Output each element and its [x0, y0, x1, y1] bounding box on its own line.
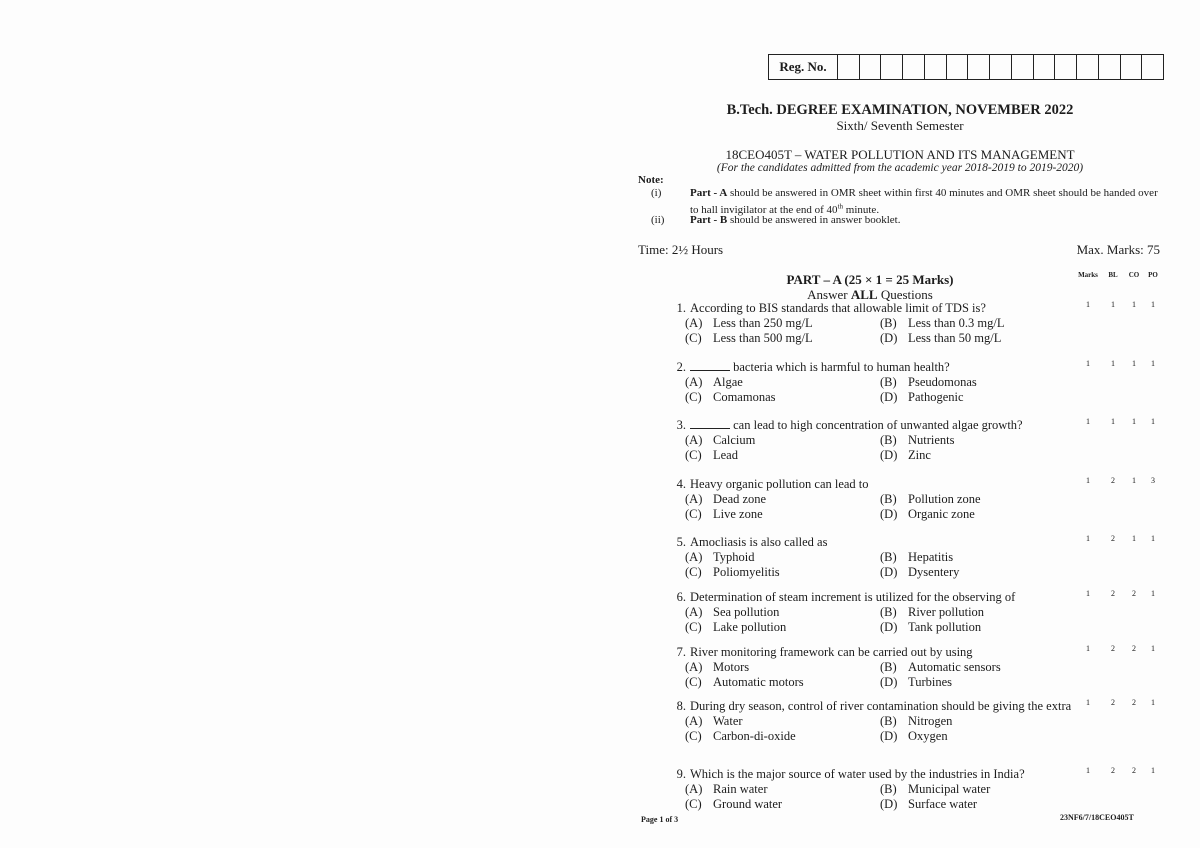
note-item — [690, 214, 1160, 227]
option-a — [685, 605, 779, 620]
bl-value: 2 — [1111, 698, 1115, 707]
option-label: (C) — [685, 506, 702, 521]
reg-number-box — [768, 54, 1164, 80]
option-group — [685, 660, 1088, 689]
note-heading: Note: — [638, 174, 664, 186]
option-text: River pollution — [908, 604, 985, 619]
option-label: (C) — [685, 796, 702, 811]
option-a — [685, 375, 743, 390]
column-header-marks: Marks — [1078, 271, 1098, 279]
option-text: Organic zone — [908, 506, 975, 521]
option-group — [685, 714, 1088, 743]
option-d — [880, 729, 948, 744]
option-d — [880, 448, 931, 463]
question-stem — [668, 418, 1088, 433]
option-c — [685, 797, 782, 812]
question-number: 5. — [676, 535, 686, 549]
bl-value: 2 — [1111, 476, 1115, 485]
option-label: (D) — [880, 389, 898, 404]
option-label: (C) — [685, 728, 702, 743]
question-stem — [668, 645, 1088, 660]
co-value: 2 — [1132, 589, 1136, 598]
option-group — [685, 550, 1088, 579]
option-a — [685, 550, 755, 565]
po-value: 1 — [1151, 359, 1155, 368]
question — [668, 535, 1088, 579]
option-group — [685, 782, 1088, 811]
question — [668, 360, 1088, 404]
option-label: (C) — [685, 564, 702, 579]
part-title: PART – A (25 × 1 = 25 Marks) — [786, 272, 954, 287]
option-text: Lead — [713, 447, 738, 462]
option-text: Automatic motors — [713, 674, 804, 689]
option-a — [685, 714, 743, 729]
reg-number-cell — [1077, 55, 1099, 79]
option-a — [685, 660, 749, 675]
option-label: (A) — [685, 315, 703, 330]
po-value: 3 — [1151, 476, 1155, 485]
option-text: Less than 250 mg/L — [713, 315, 813, 330]
option-group — [685, 316, 1088, 345]
option-a — [685, 492, 766, 507]
option-text: Comamonas — [713, 389, 776, 404]
option-label: (D) — [880, 619, 898, 634]
reg-number-cell — [881, 55, 903, 79]
option-b — [880, 316, 1005, 331]
question-text: bacteria which is harmful to human health? — [690, 360, 1088, 375]
reg-number-cell — [860, 55, 882, 79]
option-text: Poliomyelitis — [713, 564, 780, 579]
question — [668, 767, 1088, 811]
option-text: Less than 0.3 mg/L — [908, 315, 1005, 330]
question-text: Determination of steam increment is utilized for the observing of — [690, 590, 1016, 604]
option-text: Oxygen — [908, 728, 948, 743]
reg-number-cell — [838, 55, 860, 79]
po-value: 1 — [1151, 589, 1155, 598]
option-label: (A) — [685, 604, 703, 619]
option-label: (B) — [880, 713, 897, 728]
question-number: 9. — [676, 767, 686, 781]
marks-value: 1 — [1086, 359, 1090, 368]
marks-value: 1 — [1086, 534, 1090, 543]
marks-value: 1 — [1086, 589, 1090, 598]
marks-value: 1 — [1086, 417, 1090, 426]
option-text: Less than 50 mg/L — [908, 330, 1002, 345]
option-d — [880, 565, 959, 580]
question — [668, 418, 1088, 462]
option-label: (A) — [685, 432, 703, 447]
bl-value: 2 — [1111, 644, 1115, 653]
course-title: 18CEO405T – WATER POLLUTION AND ITS MANAGEMENT — [725, 147, 1075, 162]
option-label: (C) — [685, 447, 702, 462]
reg-number-cell — [990, 55, 1012, 79]
option-c — [685, 620, 786, 635]
option-text: Tank pollution — [908, 619, 982, 634]
option-label: (D) — [880, 796, 898, 811]
bl-value: 2 — [1111, 766, 1115, 775]
option-text: Dysentery — [908, 564, 960, 579]
marks-value: 1 — [1086, 766, 1090, 775]
question-text: Heavy organic pollution can lead to — [690, 477, 869, 491]
option-label: (A) — [685, 781, 703, 796]
option-a — [685, 782, 768, 797]
instruction-text: Questions — [877, 287, 933, 302]
po-value: 1 — [1151, 644, 1155, 653]
option-label: (C) — [685, 674, 702, 689]
question-stem — [668, 360, 1088, 375]
option-label: (B) — [880, 374, 897, 389]
page-number: Page 1 of 3 — [641, 815, 679, 824]
option-text: Zinc — [908, 447, 931, 462]
po-value: 1 — [1151, 300, 1155, 309]
question-stem — [668, 535, 1088, 550]
question-stem — [668, 301, 1088, 316]
reg-number-cell — [968, 55, 990, 79]
question-text: Amocliasis is also called as — [690, 535, 828, 549]
option-label: (C) — [685, 330, 702, 345]
paper-code: 23NF6/7/18CEO405T — [1060, 813, 1134, 822]
option-group — [685, 492, 1088, 521]
option-label: (A) — [685, 549, 703, 564]
note-number: (ii) — [651, 214, 665, 226]
option-label: (C) — [685, 389, 702, 404]
instruction-bold: ALL — [850, 287, 878, 302]
question-number: 8. — [676, 699, 686, 713]
reg-number-cell — [1142, 55, 1163, 79]
marks-value: 1 — [1086, 300, 1090, 309]
question — [668, 699, 1088, 743]
co-value: 2 — [1132, 698, 1136, 707]
co-value: 1 — [1132, 476, 1136, 485]
question-stem — [668, 767, 1088, 782]
option-text: Surface water — [908, 796, 978, 811]
option-d — [880, 390, 964, 405]
option-c — [685, 507, 763, 522]
option-b — [880, 550, 953, 565]
option-label: (A) — [685, 659, 703, 674]
option-label: (B) — [880, 549, 897, 564]
option-b — [880, 375, 977, 390]
question-number: 3. — [676, 418, 686, 432]
po-value: 1 — [1151, 534, 1155, 543]
option-label: (B) — [880, 315, 897, 330]
option-label: (D) — [880, 506, 898, 521]
column-header-co: CO — [1128, 271, 1140, 279]
question — [668, 301, 1088, 345]
question-number: 1. — [676, 301, 686, 315]
option-c — [685, 729, 796, 744]
question — [668, 477, 1088, 521]
answer-blank — [690, 418, 730, 429]
bl-value: 1 — [1111, 359, 1115, 368]
marks-value: 1 — [1086, 698, 1090, 707]
option-text: Hepatitis — [908, 549, 954, 564]
candidates-note: (For the candidates admitted from the academic year 2018-2019 to 2019-2020) — [716, 162, 1084, 174]
option-label: (D) — [880, 447, 898, 462]
exam-title: B.Tech. DEGREE EXAMINATION, NOVEMBER 2022 — [726, 102, 1074, 118]
option-c — [685, 675, 804, 690]
option-label: (B) — [880, 491, 897, 506]
co-value: 1 — [1132, 417, 1136, 426]
option-text: Typhoid — [713, 549, 755, 564]
option-text: Less than 500 mg/L — [713, 330, 813, 345]
bl-value: 1 — [1111, 300, 1115, 309]
option-text: Carbon-di-oxide — [713, 728, 796, 743]
po-value: 1 — [1151, 698, 1155, 707]
semester: Sixth/ Seventh Semester — [836, 118, 964, 133]
option-d — [880, 797, 977, 812]
option-text: Pathogenic — [908, 389, 964, 404]
question-stem — [668, 477, 1088, 492]
reg-number-cell — [903, 55, 925, 79]
exam-time: Time: 2½ Hours — [638, 242, 724, 257]
option-label: (A) — [685, 374, 703, 389]
note-bold: Part - A — [690, 187, 728, 199]
question-text: During dry season, control of river contamination should be giving the extra — [690, 699, 1072, 713]
option-label: (D) — [880, 330, 898, 345]
option-b — [880, 605, 984, 620]
question-number: 7. — [676, 645, 686, 659]
option-text: Automatic sensors — [908, 659, 1001, 674]
question — [668, 645, 1088, 689]
option-c — [685, 565, 780, 580]
reg-number-cell — [1034, 55, 1056, 79]
option-d — [880, 620, 981, 635]
option-label: (D) — [880, 728, 898, 743]
question — [668, 590, 1088, 634]
option-d — [880, 331, 1001, 346]
option-c — [685, 331, 813, 346]
co-value: 1 — [1132, 534, 1136, 543]
reg-number-label: Reg. No. — [769, 55, 838, 79]
note-text: should be answered in answer booklet. — [727, 214, 901, 226]
reg-number-cell — [1055, 55, 1077, 79]
option-label: (B) — [880, 432, 897, 447]
co-value: 2 — [1132, 644, 1136, 653]
note-bold: Part - B — [690, 214, 728, 226]
question-stem — [668, 699, 1088, 714]
reg-number-cell — [1012, 55, 1034, 79]
option-label: (D) — [880, 674, 898, 689]
question-number: 4. — [676, 477, 686, 491]
reg-number-cell — [947, 55, 969, 79]
po-value: 1 — [1151, 417, 1155, 426]
question-text: River monitoring framework can be carried out by using — [690, 645, 973, 659]
po-value: 1 — [1151, 766, 1155, 775]
option-text: Calcium — [713, 432, 756, 447]
co-value: 1 — [1132, 300, 1136, 309]
option-label: (C) — [685, 619, 702, 634]
option-label: (B) — [880, 781, 897, 796]
option-label: (A) — [685, 713, 703, 728]
option-text: Algae — [713, 374, 743, 389]
bl-value: 2 — [1111, 589, 1115, 598]
option-text: Pseudomonas — [908, 374, 977, 389]
option-b — [880, 714, 952, 729]
bl-value: 2 — [1111, 534, 1115, 543]
answer-blank — [690, 360, 730, 371]
note-text: should be answered in OMR sheet within first 40 minutes and OMR sheet should be handed over to hall invigilator at the end of 40th minute. — [690, 187, 1158, 216]
option-text: Turbines — [908, 674, 952, 689]
marks-value: 1 — [1086, 644, 1090, 653]
co-value: 1 — [1132, 359, 1136, 368]
reg-number-cell — [1099, 55, 1121, 79]
column-header-bl: BL — [1108, 271, 1118, 279]
option-b — [880, 433, 955, 448]
marks-value: 1 — [1086, 476, 1090, 485]
option-a — [685, 316, 813, 331]
option-text: Nitrogen — [908, 713, 953, 728]
max-marks: Max. Marks: 75 — [1076, 242, 1160, 257]
reg-number-cell — [925, 55, 947, 79]
bl-value: 1 — [1111, 417, 1115, 426]
option-c — [685, 390, 776, 405]
option-label: (D) — [880, 564, 898, 579]
note-item — [690, 187, 1160, 217]
option-text: Pollution zone — [908, 491, 981, 506]
option-text: Ground water — [713, 796, 783, 811]
question-number: 2. — [676, 360, 686, 374]
option-group — [685, 605, 1088, 634]
option-text: Rain water — [713, 781, 768, 796]
option-d — [880, 507, 975, 522]
question-text: Which is the major source of water used by the industries in India? — [690, 767, 1025, 781]
option-text: Lake pollution — [713, 619, 787, 634]
column-header-po: PO — [1148, 271, 1158, 279]
option-text: Nutrients — [908, 432, 955, 447]
option-text: Live zone — [713, 506, 763, 521]
option-label: (B) — [880, 659, 897, 674]
option-a — [685, 433, 755, 448]
option-text: Motors — [713, 659, 750, 674]
option-label: (B) — [880, 604, 897, 619]
reg-number-cell — [1121, 55, 1143, 79]
question-stem — [668, 590, 1088, 605]
question-text: According to BIS standards that allowable limit of TDS is? — [690, 301, 986, 315]
option-text: Water — [713, 713, 743, 728]
option-text: Dead zone — [713, 491, 767, 506]
option-b — [880, 660, 1001, 675]
option-b — [880, 782, 990, 797]
option-group — [685, 433, 1088, 462]
co-value: 2 — [1132, 766, 1136, 775]
option-text: Sea pollution — [713, 604, 780, 619]
option-d — [880, 675, 952, 690]
option-text: Municipal water — [908, 781, 991, 796]
option-b — [880, 492, 981, 507]
option-label: (A) — [685, 491, 703, 506]
option-c — [685, 448, 738, 463]
note-number: (i) — [651, 187, 662, 199]
option-group — [685, 375, 1088, 404]
question-number: 6. — [676, 590, 686, 604]
question-text: can lead to high concentration of unwanted algae growth? — [690, 418, 1088, 433]
instruction-text: Answer — [807, 287, 851, 302]
